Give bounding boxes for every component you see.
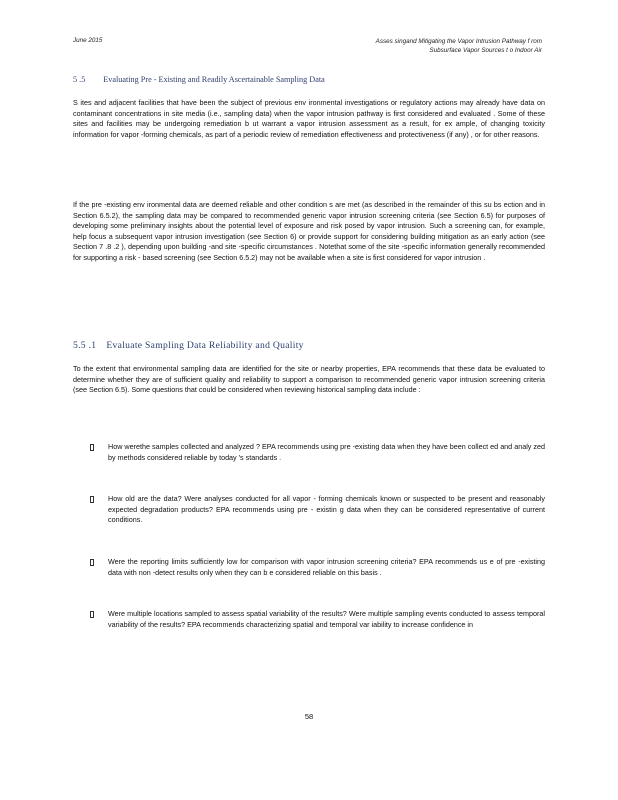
section-heading [73,75,325,84]
subsection-paragraph: To the extent that environmental sampling data are identified for the site or nearby properties, EPA recommends that these data be evaluated to determine whether they are of sufficient quality and reliability to support a comparison to recommended generic vapor intrusion screening criteria (see Section 6.5). Some questions that could be considered when reviewing historical sampling data include : [73,364,545,395]
section-paragraph-2: If the pre -existing env ironmental data are deemed reliable and other condition s are met (as described in the remainder of this su bs ection and in Section 6.5.2), the sampling data may be compared to recommended generic vapor intrusion screening criteria (see Section 6.5) for purposes of developing some preliminary insights about the potential level of exposure and risk posed by vapor intrusion. Such a screening can, for example, help focus a subsequent vapor intrusion investigation (see Section 6) or provide support for considering building mitigation as an early action (see Section 7 .8 .2 ), depending upon building -and site -specific circumstances . Notethat some of the site -specific information generally recommended for supporting a risk - based screening (see Section 6.5.2) may not be available when a site is first considered for vapor intrusion . [73,200,545,262]
bullet-text: Were multiple locations sampled to assess spatial variability of the results? Were multiple sampling events conducted to assess temporal variability of the results? EPA recommends characterizing spatial and temporal var iability to increase confidence in [108,609,545,629]
header-date: June 2015 [73,37,103,44]
bullet-list-2 [90,494,545,526]
section-title: Evaluating Pre - Existing and Readily Ascertainable Sampling Data [103,75,325,84]
bullet-box-icon [90,611,94,618]
list-item [90,557,545,578]
bullet-box-icon [90,496,94,503]
header-title [376,37,542,55]
section-number: 5 .5 [73,75,86,84]
bullet-box-icon [90,444,94,451]
bullet-list-1 [90,442,545,463]
bullet-list-3 [90,557,545,578]
bullet-text: How old are the data? Were analyses conducted for all vapor - forming chemicals known or suspected to be present and reasonably expected degradation products? EPA recommends using pre - existin g data when they can be considered representative of current conditions. [108,494,545,525]
subsection-number: 5.5 .1 [73,340,97,351]
bullet-text: How werethe samples collected and analyzed ? EPA recommends using pre -existing data when they have been collect ed and analy zed by methods considered reliable by today 's standards . [108,442,545,462]
bullet-list-4 [90,609,545,630]
header-title-line2: Subsurface Vapor Sources t o Indoor Air [429,47,542,54]
header-title-line1: Asses singand Mitigating the Vapor Intrusion Pathway f rom [375,38,542,45]
bullet-text: Were the reporting limits sufficiently low for comparison with vapor intrusion screening criteria? EPA recommends us e of pre -existing data with non -detect results only when they can b e considered reliable on this basis . [108,557,545,577]
subsection-heading [73,340,304,351]
subsection-title: Evaluate Sampling Data Reliability and Quality [106,340,304,351]
list-item [90,609,545,630]
section-paragraph-1: S ites and adjacent facilities that have been the subject of previous env ironmental investigations or regulatory actions may already have data on contaminant concentrations in site media (i.e., sampling data) when the vapor intrusion pathway is first considered and evaluated . Some of these sites and facilities may be undergoing remediation b ut warrant a vapor intrusion assessment as a result, for ex ample, of changing toxicity information for vapor -forming chemicals, as part of a periodic review of remediation effectiveness and protectiveness (if any) , or for other reasons. [73,98,545,139]
bullet-box-icon [90,559,94,566]
list-item [90,494,545,526]
list-item [90,442,545,463]
page-number: 58 [304,712,314,721]
